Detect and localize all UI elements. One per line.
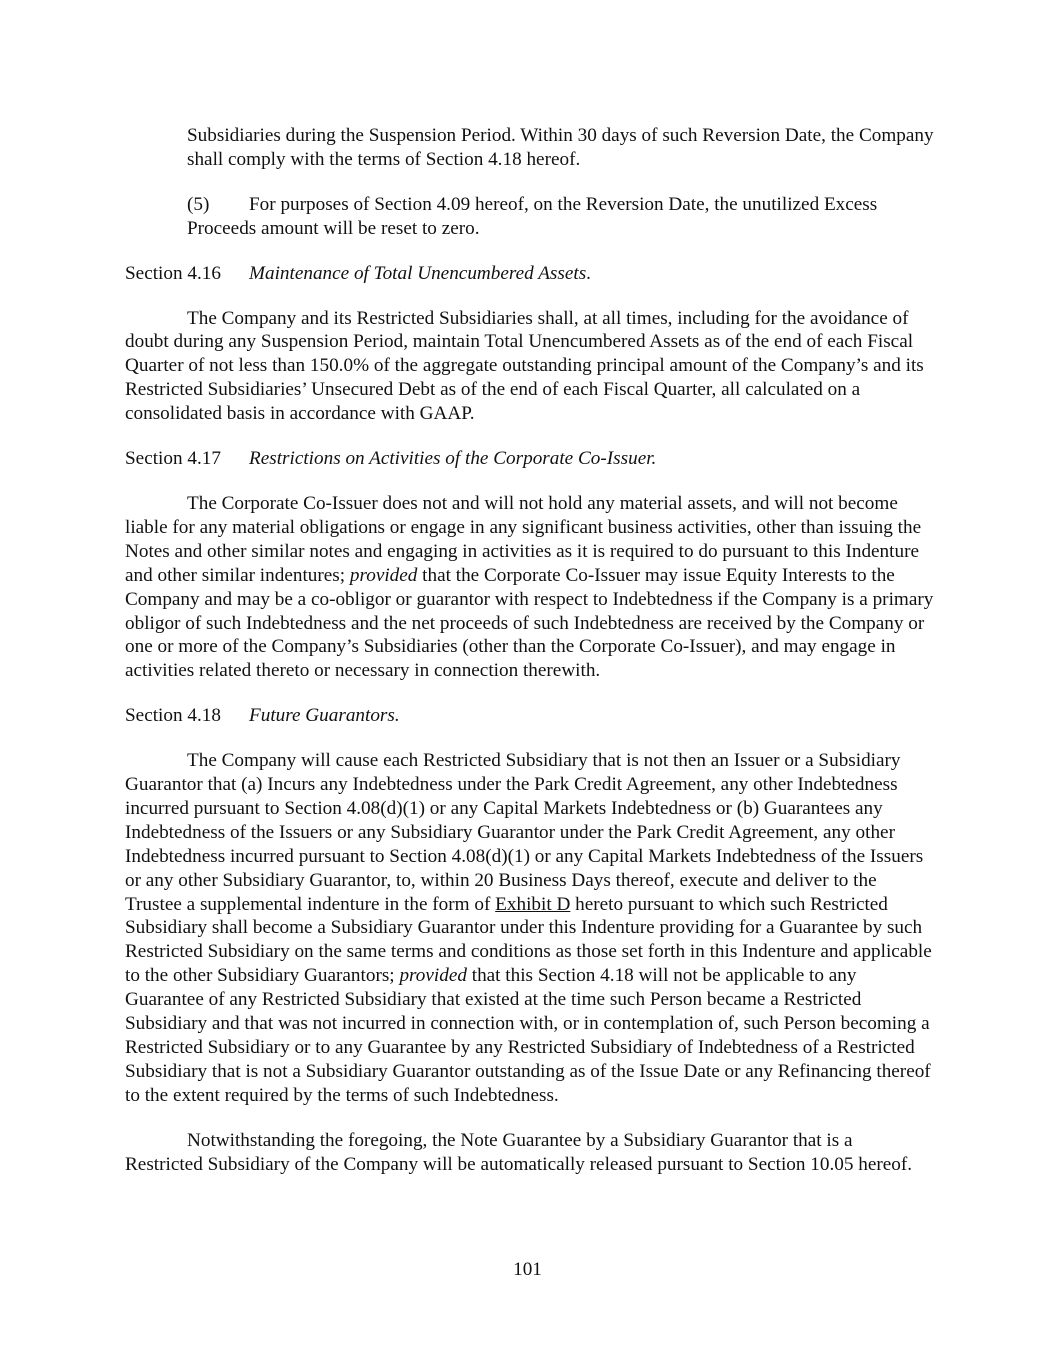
section-title: Restrictions on Activities of the Corporate Co-Issuer. <box>249 448 657 470</box>
exhibit-d-reference: Exhibit D <box>495 893 571 915</box>
section-title: Maintenance of Total Unencumbered Assets <box>249 262 587 284</box>
section-4-16-body: The Company and its Restricted Subsidiaries shall, at all times, including for the avoidance of doubt during any Suspension Period, maintain Total Unencumbered Assets as of the end of each Fiscal Quarter of not less than 150.0% of the aggregate outstanding principal amount of the Company’s and its Restricted Subsidiaries’ Unsecured Debt as of the end of each Fiscal Quarter, all calculated on a consolidated basis in accordance with GAAP. <box>125 307 924 425</box>
section-title: Future Guarantors. <box>249 705 400 727</box>
clause-number: (5) <box>187 193 210 215</box>
section-number: Section 4.16 <box>125 262 221 284</box>
section-4-17-body: The Corporate Co-Issuer does not and will not hold any material assets, and will not become liable for any material obligations or engage in any significant business activities, other than issuing the Notes and other similar notes and engaging in activities as it is required to do pursuant to this Indenture and other similar indentures; provided that the Corporate Co-Issuer may issue Equity Interests to the Company and may be a co-obligor or guarantor with respect to Indebtedness if the Company is a primary obligor of such Indebtedness and the net proceeds of such Indebtedness are received by the Company or one or more of the Company’s Subsidiaries (other than the Corporate Co-Issuer), and may engage in activities related thereto or necessary in connection therewith. <box>125 492 934 682</box>
page-number: 101 <box>513 1259 542 1280</box>
document-page <box>125 124 935 1198</box>
clause-5 <box>125 193 935 241</box>
continuation-paragraph: Subsidiaries during the Suspension Period. Within 30 days of such Reversion Date, the Company shall comply with the terms of Section 4.18 hereof. <box>187 125 934 170</box>
section-number: Section 4.18 <box>125 705 221 727</box>
section-4-18-heading <box>125 704 935 728</box>
clause-text: For purposes of Section 4.09 hereof, on the Reversion Date, the unutilized Excess Proceeds amount will be reset to zero. <box>187 193 878 239</box>
section-4-18-body-2: Notwithstanding the foregoing, the Note Guarantee by a Subsidiary Guarantor that is a Restricted Subsidiary of the Company will be automatically released pursuant to Section 10.05 hereof. <box>125 1129 913 1175</box>
section-4-16-heading: Section 4.16 Maintenance of Total Unencumbered Assets. <box>125 262 591 284</box>
section-4-17-heading <box>125 447 935 471</box>
section-number: Section 4.17 <box>125 448 221 470</box>
section-4-18-body: The Company will cause each Restricted Subsidiary that is not then an Issuer or a Subsidiary Guarantor that (a) Incurs any Indebtedness under the Park Credit Agreement, any other Indebtedness incurred pursuant to Section 4.08(d)(1) or any Capital Markets Indebtedness or (b) Guarantees any Indebtedness of the Issuers or any Subsidiary Guarantor under the Park Credit Agreement, any other Indebtedness incurred pursuant to Section 4.08(d)(1) or any Capital Markets Indebtedness of the Issuers or any other Subsidiary Guarantor, to, within 20 Business Days thereof, execute and deliver to the Trustee a supplemental indenture in the form of Exhibit D hereto pursuant to which such Restricted Subsidiary shall become a Subsidiary Guarantor under this Indenture providing for a Guarantee by such Restricted Subsidiary on the same terms and conditions as those set forth in this Indenture and applicable to the other Subsidiary Guarantors; provided that this Section 4.18 will not be applicable to any Guarantee of any Restricted Subsidiary that existed at the time such Person became a Restricted Subsidiary and that was not incurred in connection with, or in contemplation of, such Person becoming a Restricted Subsidiary or to any Guarantee by any Restricted Subsidiary of Indebtedness of a Restricted Subsidiary that is not a Subsidiary Guarantor outstanding as of the Issue Date or any Refinancing thereof to the extent required by the terms of such Indebtedness. <box>125 750 932 1106</box>
